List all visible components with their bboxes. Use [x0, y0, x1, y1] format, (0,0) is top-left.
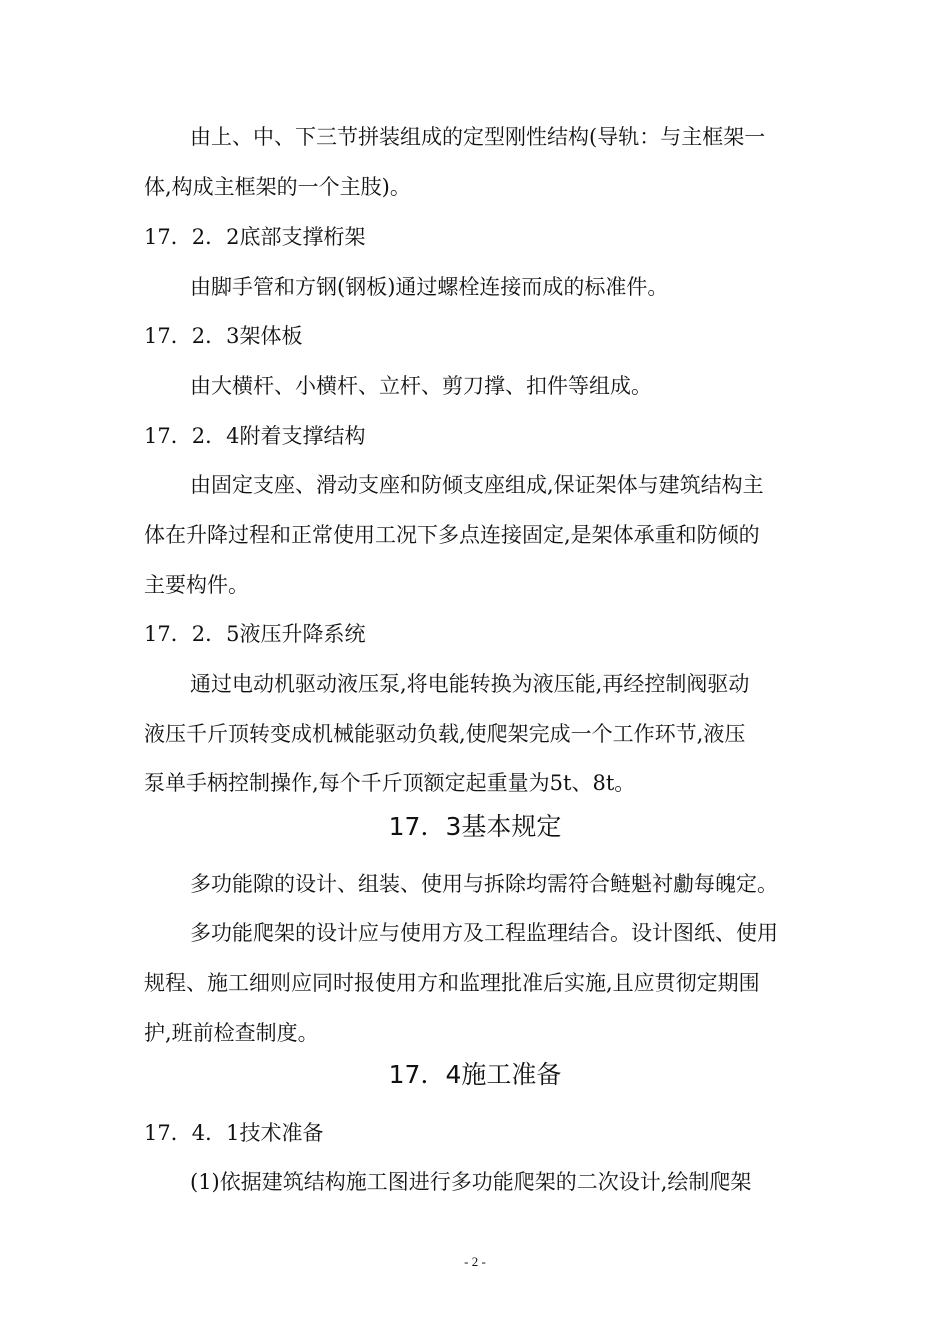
paragraph-line: 多功能爬架的设计应与使用方及工程监理结合。设计图纸、使用	[190, 921, 778, 945]
paragraph-line: 液压千斤顶转变成机械能驱动负载,使爬架完成一个工作环节,液压	[144, 722, 746, 746]
paragraph-line: 由大横杆、小横杆、立杆、剪刀撑、扣件等组成。	[190, 374, 652, 398]
chapter-heading: 17．4施工准备	[388, 1060, 562, 1089]
section-heading: 17．2．5液压升降系统	[144, 622, 366, 646]
page-number: - 2 -	[464, 1254, 486, 1269]
paragraph-line: 主要构件。	[144, 573, 249, 597]
paragraph-line: 泵单手柄控制操作,每个千斤顶额定起重量为5t、8t。	[144, 771, 636, 795]
paragraph-line: 护,班前检查制度。	[144, 1021, 319, 1045]
paragraph-line: 规程、施工细则应同时报使用方和监理批准后实施,且应贯彻定期围	[144, 971, 760, 995]
paragraph-line: 由脚手管和方钢(钢板)通过螺栓连接而成的标准件。	[190, 275, 669, 299]
paragraph-line: 体,构成主框架的一个主肢)。	[144, 175, 411, 199]
chapter-heading: 17．3基本规定	[388, 812, 562, 841]
paragraph-line: (1)依据建筑结构施工图进行多功能爬架的二次设计,绘制爬架	[190, 1170, 752, 1194]
section-heading: 17．2．2底部支撑桁架	[144, 225, 366, 249]
section-heading: 17．2．4附着支撑结构	[144, 424, 366, 448]
paragraph-line: 由固定支座、滑动支座和防倾支座组成,保证架体与建筑结构主	[190, 473, 764, 497]
section-heading: 17．2．3架体板	[144, 324, 303, 348]
paragraph-line: 由上、中、下三节拼装组成的定型刚性结构(导轨：与主框架一	[190, 125, 766, 149]
paragraph-line: 多功能隙的设计、组装、使用与拆除均需符合鲢魁衬勴每魄定。	[190, 872, 778, 896]
paragraph-line: 体在升降过程和正常使用工况下多点连接固定,是架体承重和防倾的	[144, 523, 760, 547]
paragraph-line: 通过电动机驱动液压泵,将电能转换为液压能,再经控制阀驱动	[190, 672, 750, 696]
section-heading: 17．4．1技术准备	[144, 1121, 324, 1145]
